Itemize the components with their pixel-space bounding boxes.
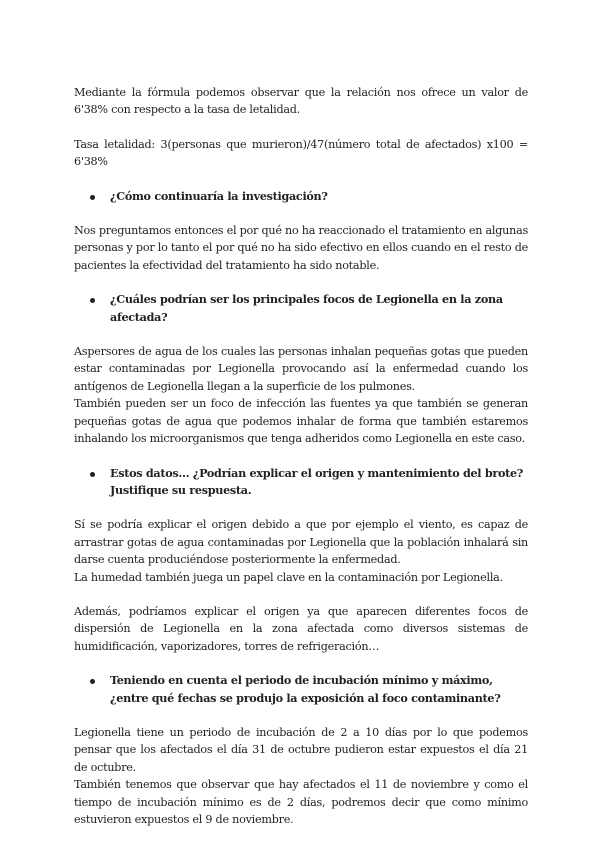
bullet-icon bbox=[90, 472, 95, 477]
question-exposure-dates bbox=[74, 672, 528, 707]
paragraph-incubation-min: También tenemos que observar que hay afectados el 11 de noviembre y como el tiempo de incubación mínimo es de 2 días, podremos decir que como mínimo estuvieron expuestos el 9 de noviembre. bbox=[74, 778, 528, 826]
question-text: Estos datos… ¿Podrían explicar el origen y mantenimiento del brote? Justifique su respuesta. bbox=[110, 465, 524, 497]
paragraph-sprinklers: Aspersores de agua de los cuales las personas inhalan pequeñas gotas que pueden estar contaminadas por Legionella provocando así la enfermedad cuando los antígenos de Legionella llegan a la superficie de los pulmones. bbox=[74, 345, 528, 393]
question-continue-investigation bbox=[74, 188, 528, 205]
bullet-icon bbox=[90, 679, 95, 684]
question-origin-outbreak bbox=[74, 465, 528, 500]
paragraph-humidity: La humedad también juega un papel clave en la contaminación por Legionella. bbox=[74, 570, 503, 584]
question-text: Teniendo en cuenta el periodo de incubación mínimo y máximo, ¿entre qué fechas se produjo la exposición al foco contaminante? bbox=[110, 673, 501, 705]
paragraph-fountains: También pueden ser un foco de infección las fuentes ya que también se generan pequeñas gotas de agua que podemos inhalar de forma que también estaremos inhalando los microorganismos que tenga adheridos como Legionella en este caso. bbox=[74, 397, 528, 446]
paragraph-lethality-formula: Tasa letalidad: 3(personas que murieron)/47(número total de afectados) x100 = 6'38% bbox=[74, 137, 528, 169]
paragraph-dispersion-foci: Además, podríamos explicar el origen ya que aparecen diferentes focos de dispersión de Legionella en la zona afectada como diversos sistemas de humidificación, vaporizadores, torres de refrigeración… bbox=[74, 604, 528, 653]
paragraph-incubation-max: Legionella tiene un periodo de incubación de 2 a 10 días por lo que podemos pensar que los afectados el día 31 de octubre pudieron estar expuestos el día 21 de octubre. bbox=[74, 725, 528, 774]
document-page bbox=[74, 84, 528, 828]
bullet-icon bbox=[90, 195, 95, 200]
paragraph-lethality-intro: Mediante la fórmula podemos observar que la relación nos ofrece un valor de 6'38% con respecto a la tasa de letalidad. bbox=[74, 86, 528, 117]
question-main-sources bbox=[74, 291, 528, 326]
question-text: ¿Cuáles podrían ser los principales focos de Legionella en la zona afectada? bbox=[110, 292, 503, 324]
bullet-icon bbox=[90, 298, 95, 303]
paragraph-wind: Sí se podría explicar el origen debido a que por ejemplo el viento, es capaz de arrastrar gotas de agua contaminadas por Legionella que la población inhalará sin darse cuenta produciéndose posteriormente la enfermedad. bbox=[74, 518, 528, 567]
paragraph-investigation: Nos preguntamos entonces el por qué no ha reaccionado el tratamiento en algunas personas y por lo tanto el por qué no ha sido efectivo en ellos cuando en el resto de pacientes la efectividad del tratamiento ha sido notable. bbox=[74, 224, 528, 272]
question-text: ¿Cómo continuaría la investigación? bbox=[110, 188, 328, 203]
